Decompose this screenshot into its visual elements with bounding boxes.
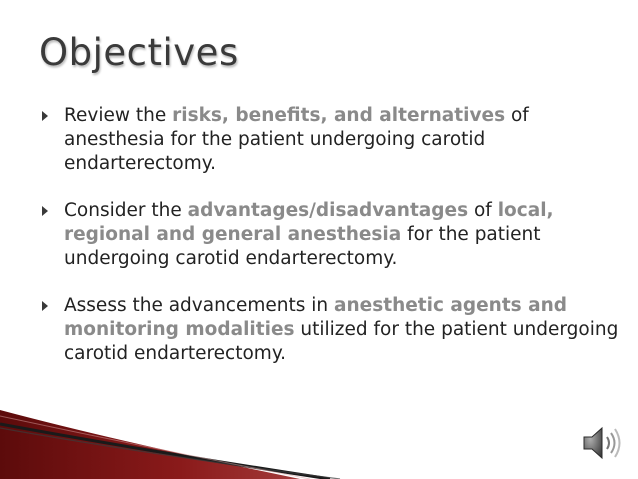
slide-title: Objectives xyxy=(39,31,239,74)
bullet-highlight: advantages/disadvantages xyxy=(187,200,469,221)
bullet-item-advancements xyxy=(40,294,625,366)
triangle-bullet-icon xyxy=(42,111,48,121)
red-swoosh-decoration xyxy=(0,380,638,479)
bullet-item-techniques xyxy=(40,199,625,271)
bullet-text-segment: Review the xyxy=(64,105,173,126)
bullet-text-segment: of anesthesia for the patient undergoing carotid endarterectomy. xyxy=(64,105,529,174)
bullet-text-segment: of xyxy=(468,200,498,221)
bullet-highlight: local, regional and general anesthesia xyxy=(64,200,554,245)
bullet-text-segment: utilized for the patient undergoing carotid endarterectomy. xyxy=(64,319,619,364)
bullet-text xyxy=(64,105,529,174)
bullet-item-risks xyxy=(40,104,625,176)
bullet-text xyxy=(64,295,618,364)
triangle-bullet-icon xyxy=(42,206,48,216)
speaker-icon[interactable] xyxy=(578,420,624,466)
bullet-text-segment: for the patient undergoing carotid endarterectomy. xyxy=(64,224,541,269)
bullet-text-segment: Assess the advancements in xyxy=(64,295,335,316)
bullet-text xyxy=(64,200,554,269)
bullet-highlight: risks, benefits, and alternatives xyxy=(172,105,506,126)
objectives-list xyxy=(40,104,625,389)
bullet-text-segment: Consider the xyxy=(64,200,188,221)
bullet-highlight: anesthetic agents and monitoring modalities xyxy=(64,295,568,340)
triangle-bullet-icon xyxy=(42,301,48,311)
